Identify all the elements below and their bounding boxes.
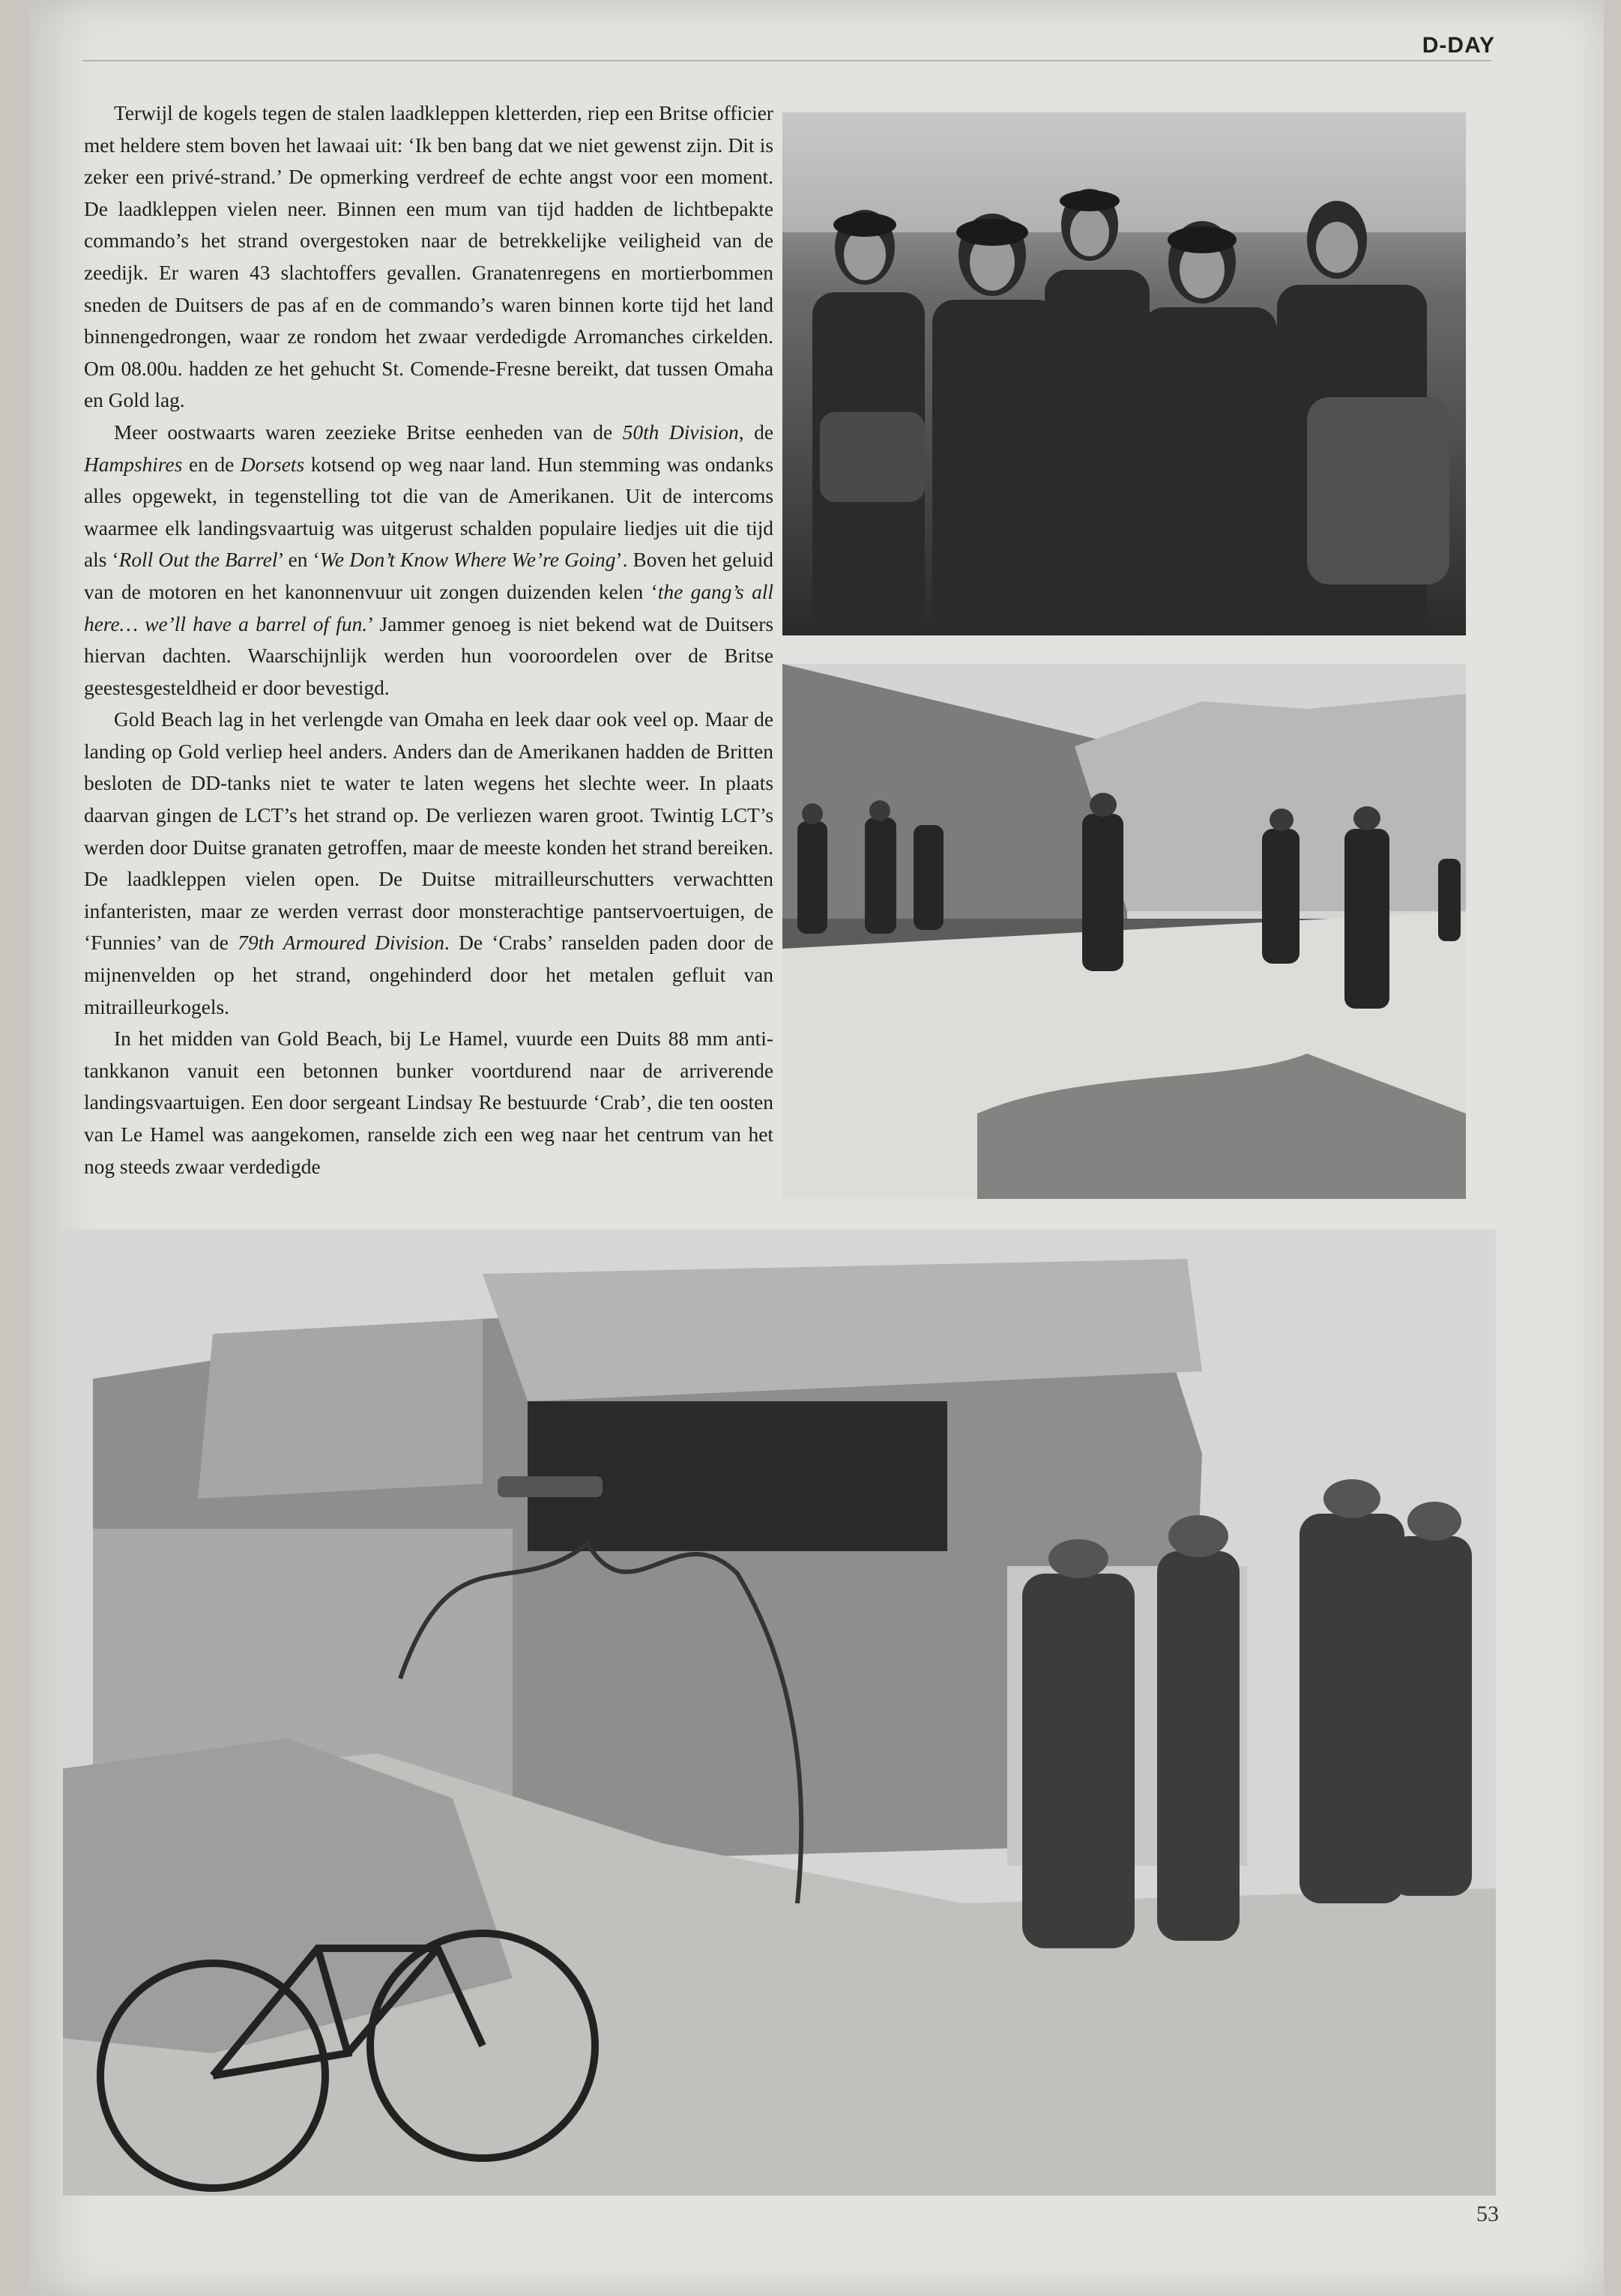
text-run: , de [738, 420, 773, 444]
article-paragraph [84, 417, 773, 704]
page-number: 53 [1476, 2202, 1499, 2226]
text-run: . De ‘Crabs’ ranselden paden door de mijnenvelden op het strand, ongehinderd door het metalen gefluit van mitrailleurkogels. [84, 931, 773, 1018]
section-label: D-DAY [1422, 33, 1495, 58]
italic-text: the gang’s all here… we’ll have a barrel of fun. [84, 580, 774, 635]
text-run: ’. Boven het geluid van de motoren en het kanonnenvuur uit zongen duizenden kelen ‘ [84, 549, 774, 603]
article-paragraph [84, 1023, 773, 1182]
italic-text: 79th Armoured Division [238, 931, 444, 955]
text-run: Terwijl de kogels tegen de stalen laadkleppen kletterden, riep een Britse officier met heldere stem boven het lawaai uit: ‘Ik ben bang dat we niet gewenst zijn. Dit is zeker een privé-strand.’ De opmerking verdreef de echte angst voor een moment. De laadkleppen vielen neer. Binnen een mum van tijd hadden de lichtbepakte commando’s het strand overgestoken naar de betrekkelijke veiligheid van de zeedijk. Er waren 43 slachtoffers gevallen. Granatenregens en mortierbommen sneden de Duitsers de pas af en de commando’s waren binnen korte tijd het land binnengedrongen, waar ze rondom het zwaar verdedigde Arromanches cirkelden. Om 08.00u. hadden ze het gehucht St. Comende-Fresne bereikt, dat tussen Omaha en Gold lag. [84, 102, 773, 412]
text-run: ’ en ‘ [277, 549, 320, 572]
italic-text: Dorsets [240, 453, 305, 476]
italic-text: 50th Division [622, 420, 739, 444]
article-paragraph [84, 704, 773, 1023]
article-text [84, 97, 773, 1182]
photo-bunker-inspection [63, 1229, 1496, 2196]
italic-text: Roll Out the Barrel [118, 549, 278, 572]
text-run: Meer oostwaarts waren zeezieke Britse eenheden van de [114, 420, 623, 444]
header-rule [82, 60, 1491, 61]
text-run: kotsend op weg naar land. Hun stemming was ondanks alles opgewekt, in tegenstelling tot die van de Amerikanen. Uit de intercoms waarmee elk landingsvaartuig was uitgerust schalden populaire liedjes uit die tijd als ‘ [84, 453, 773, 572]
text-run: Gold Beach lag in het verlengde van Omaha en leek daar ook veel op. Maar de landing op Gold verliep heel anders. Anders dan de Amerikanen hadden de Britten besloten de DD-tanks niet te water te laten wegens het slechte weer. In plaats daarvan gingen de LCT’s het strand op. De verliezen waren groot. Twintig LCT’s werden door Duitse granaten getroffen, maar de meeste konden het strand bereiken. De laadkleppen vielen open. De Duitse mitrailleurschutters verwachtten infanteristen, maar ze werden verrast door monsterachtige pantservoertuigen, de ‘Funnies’ van de [84, 708, 773, 955]
italic-text: We Don’t Know Where We’re Going [319, 549, 616, 572]
text-run: ’ Jammer genoeg is niet bekend wat de Duitsers hiervan dachten. Waarschijnlijk werden hun vooroordelen over de Britse geestesgesteldheid er door bevestigd. [84, 612, 773, 699]
text-run: In het midden van Gold Beach, bij Le Hamel, vuurde een Duits 88 mm anti-tankkanon vanuit een betonnen bunker voortdurend naar de arriverende landingsvaartuigen. Een door sergeant Lindsay Re bestuurde ‘Crab’, die ten oosten van Le Hamel was aangekomen, ranselde zich een weg naar het centrum van het nog steeds zwaar verdedigde [84, 1027, 773, 1178]
photo-soldiers-group [782, 112, 1466, 635]
magazine-page [30, 0, 1604, 2296]
article-paragraph [84, 97, 773, 417]
photo-soldiers-running [782, 664, 1466, 1199]
italic-text: Hampshires [84, 453, 183, 476]
text-run: en de [182, 453, 241, 476]
